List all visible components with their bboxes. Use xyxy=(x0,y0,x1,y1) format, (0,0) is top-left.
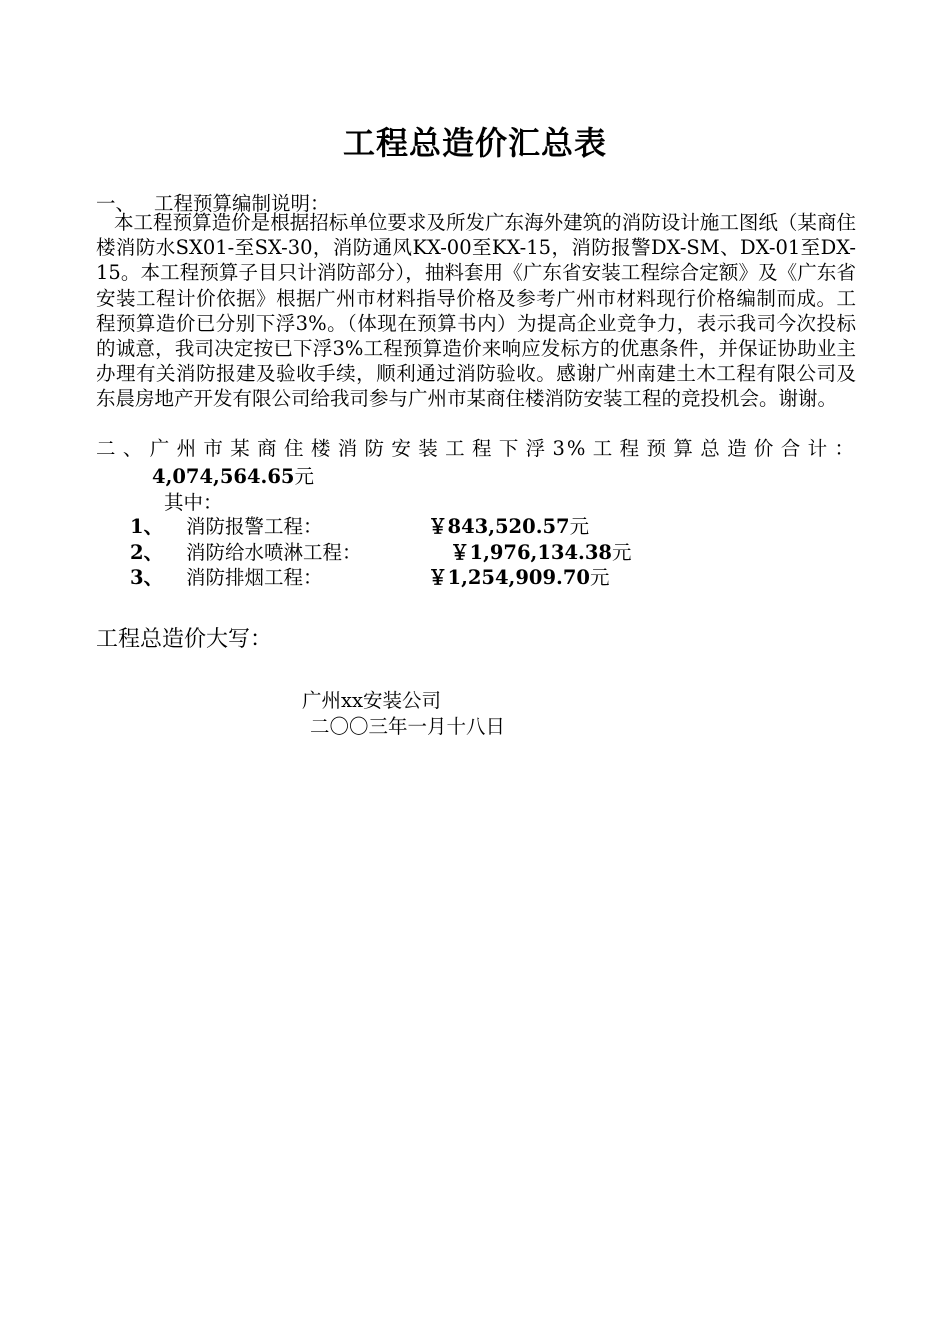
cost-item-unit: 元 xyxy=(611,541,632,564)
total-value: 4,074,564.65 xyxy=(152,465,295,488)
cost-item-amount-value: ￥1,976,134.38 xyxy=(450,541,612,564)
cost-item-index: 3、 xyxy=(130,566,164,589)
cost-item-amount xyxy=(450,537,632,565)
capital-amount-label: 工程总造价大写： xyxy=(96,627,273,652)
cost-item-unit: 元 xyxy=(589,566,610,589)
cost-item-index: 2、 xyxy=(130,541,164,564)
cost-item-name: 消防报警工程： xyxy=(186,515,323,538)
cost-item-amount xyxy=(428,562,610,590)
section1-paragraph xyxy=(96,210,856,412)
cost-item-name: 消防排烟工程： xyxy=(186,566,323,589)
cost-item-amount-value: ￥843,520.57 xyxy=(428,515,570,538)
cost-item-unit: 元 xyxy=(569,515,590,538)
cost-item-index: 1、 xyxy=(130,515,164,538)
section2-heading xyxy=(96,436,856,461)
cost-item-amount xyxy=(428,511,589,539)
section1-paragraph-text: 本工程预算造价是根据招标单位要求及所发广东海外建筑的消防设计施工图纸（某商住楼消防水SX01-至SX-30，消防通风KX-00至KX-15，消防报警DX-SM、DX-01至DX-15。本工程预算子目只计消防部分），抽料套用《广东省安装工程综合定额》及《广东省安装工程计价依据》根据广州市材料指导价格及参考广州市材料现行价格编制而成。工程预算造价已分别下浮3%。（体现在预算书内）为提高企业竞争力，表示我司今次投标的诚意，我司决定按已下浮3%工程预算造价来响应发标方的优惠条件，并保证协助业主办理有关消防报建及验收手续，顺利通过消防验收。感谢广州南建土木工程有限公司及东晨房地产开发有限公司给我司参与广州市某商住楼消防安装工程的竞投机会。谢谢。 xyxy=(96,211,856,411)
cost-item xyxy=(130,511,590,539)
cost-item xyxy=(130,562,610,590)
cost-item xyxy=(130,537,632,565)
section1-number: 一、 xyxy=(96,192,136,215)
total-unit: 元 xyxy=(294,465,314,488)
document-date: 二〇〇三年一月十八日 xyxy=(310,715,506,738)
section2-heading-text: 广州市某商住楼消防安装工程下浮3%工程预算总造价合计： xyxy=(149,437,856,460)
cost-item-name: 消防给水喷淋工程： xyxy=(186,541,362,564)
company-name: 广州xx安装公司 xyxy=(302,689,441,712)
section2-number: 二、 xyxy=(96,437,150,460)
among-label: 其中： xyxy=(164,491,223,514)
total-amount xyxy=(152,461,314,489)
page-title: 工程总造价汇总表 xyxy=(342,124,607,162)
cost-item-amount-value: ￥1,254,909.70 xyxy=(428,566,590,589)
section1-heading-text: 工程预算编制说明： xyxy=(154,192,330,215)
